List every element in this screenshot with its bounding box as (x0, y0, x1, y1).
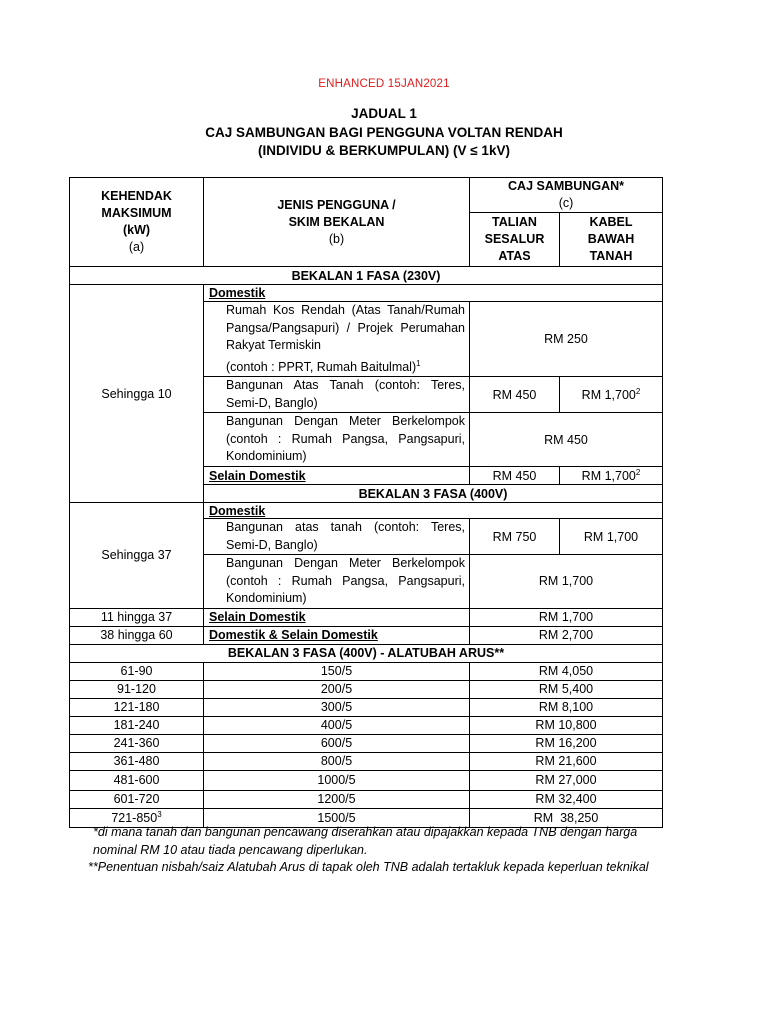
section-2-row-3-kw: 11 hingga 37 (70, 608, 204, 626)
section-1-domestik: Domestik (204, 285, 663, 302)
ct-kw: 91-120 (70, 680, 204, 698)
section-1-row-1-charge: RM 250 (470, 302, 663, 377)
col-a-header (70, 178, 204, 267)
table-row (70, 734, 663, 752)
ct-ratio: 200/5 (204, 680, 470, 698)
table-row (70, 770, 663, 790)
ct-charge: RM 10,800 (470, 716, 663, 734)
table-row (70, 680, 663, 698)
ct-ratio: 1000/5 (204, 770, 470, 790)
ct-charge: RM 5,400 (470, 680, 663, 698)
section-1-title: BEKALAN 1 FASA (230V) (70, 267, 663, 285)
section-1-row-3-charge: RM 450 (470, 413, 663, 467)
section-1-row-2-overhead: RM 450 (470, 377, 560, 413)
charges-table (69, 177, 663, 828)
col-a-line-4: (a) (128, 240, 145, 254)
col-a-line-1: KEHENDAK (101, 189, 172, 203)
ct-kw: 601-720 (70, 790, 204, 808)
footnote-2: **Penentuan nisbah/saiz Alatubah Arus di tapak oleh TNB adalah tertakluk kepada keperluan teknikal (88, 860, 649, 874)
sub-1-line-2: SESALUR (484, 232, 545, 246)
col-a-line-2: MAKSIMUM (101, 206, 172, 220)
section-2-row-4-type: Domestik & Selain Domestik (204, 626, 470, 644)
charge-value: RM 1,700 (581, 388, 636, 403)
ct-ratio: 1200/5 (204, 790, 470, 808)
col-a-line-3: (kW) (122, 223, 151, 237)
col-c-line-2: (c) (558, 196, 574, 210)
section-2-row-2-charge: RM 1,700 (470, 555, 663, 609)
sub-2-line-2: BAWAH (587, 232, 635, 246)
title-line-3: (INDIVIDU & BERKUMPULAN) (V ≤ 1kV) (258, 143, 510, 158)
ct-ratio: 400/5 (204, 716, 470, 734)
sub-2-line-1: KABEL (589, 215, 633, 229)
section-2-row-3-type: Selain Domestik (204, 608, 470, 626)
table-row (70, 752, 663, 770)
footnote-marker: 2 (635, 468, 641, 478)
footnote-1-line-2: nominal RM 10 atau tiada pencawang diperlukan. (93, 843, 368, 857)
footnote-1 (93, 823, 693, 859)
ct-charge: RM 38,250 (470, 808, 663, 827)
table-row (70, 662, 663, 680)
section-2-row-4-kw: 38 hingga 60 (70, 626, 204, 644)
ct-kw: 181-240 (70, 716, 204, 734)
ct-ratio: 800/5 (204, 752, 470, 770)
col-b-header (204, 178, 470, 267)
ct-charge: RM 8,100 (470, 698, 663, 716)
charge-value: RM 1,700 (581, 469, 636, 484)
title-line-2: CAJ SAMBUNGAN BAGI PENGGUNA VOLTAN RENDAH (205, 124, 563, 140)
ct-ratio: 150/5 (204, 662, 470, 680)
section-1-selain-underground (560, 467, 663, 485)
section-2-row-1-desc: Bangunan atas tanah (contoh: Teres, Semi-D, Banglo) (204, 519, 470, 555)
ct-charge: RM 27,000 (470, 770, 663, 790)
ct-ratio: 600/5 (204, 734, 470, 752)
section-2-kw: Sehingga 37 (70, 503, 204, 609)
sub-2-line-3: TANAH (589, 249, 633, 263)
section-1-row-2-underground (560, 377, 663, 413)
ct-charge: RM 16,200 (470, 734, 663, 752)
section-1-row-3-desc: Bangunan Dengan Meter Berkelompok (contoh : Rumah Pangsa, Pangsapuri, Kondominium) (204, 413, 470, 467)
overhead-line-header (470, 213, 560, 267)
section-1-selain: Selain Domestik (204, 467, 470, 485)
section-2-title: BEKALAN 3 FASA (400V) (204, 485, 663, 503)
section-3-title: BEKALAN 3 FASA (400V) - ALATUBAH ARUS** (70, 644, 663, 662)
document-title (0, 105, 768, 161)
table-row (70, 716, 663, 734)
ct-kw-value: 721-850 (111, 811, 158, 826)
section-1-kw: Sehingga 10 (70, 285, 204, 503)
ct-ratio: 1500/5 (204, 808, 470, 827)
title-line-1: JADUAL 1 (351, 106, 417, 121)
section-2-domestik: Domestik (204, 503, 663, 519)
ct-charge: RM 21,600 (470, 752, 663, 770)
ct-kw: 361-480 (70, 752, 204, 770)
section-2-row-1-underground: RM 1,700 (560, 519, 663, 555)
col-b-line-2: SKIM BEKALAN (288, 214, 385, 229)
row-1-desc-text: Rumah Kos Rendah (Atas Tanah/Rumah Pangsa/Pangsapuri) / Projek Perumahan Rakyat Termiskin (226, 303, 465, 352)
section-1-row-2-desc: Bangunan Atas Tanah (contoh: Teres, Semi-D, Banglo) (204, 377, 470, 413)
ct-charge: RM 32,400 (470, 790, 663, 808)
ct-kw: 61-90 (70, 662, 204, 680)
enhanced-note: ENHANCED 15JAN2021 (318, 78, 450, 90)
section-1-row-1-desc (204, 302, 470, 377)
ct-ratio: 300/5 (204, 698, 470, 716)
section-2-row-3-charge: RM 1,700 (470, 608, 663, 626)
footnote-marker: 1 (416, 358, 421, 368)
col-c-line-1: CAJ SAMBUNGAN* (508, 179, 624, 193)
col-b-line-1: JENIS PENGGUNA / (277, 197, 396, 212)
col-b-line-3: (b) (328, 231, 345, 246)
table-row (70, 790, 663, 808)
row-1-desc-example: (contoh : PPRT, Rumah Baitulmal) (226, 359, 417, 374)
section-2-row-4-charge: RM 2,700 (470, 626, 663, 644)
underground-cable-header (560, 213, 663, 267)
section-2-row-2-desc: Bangunan Dengan Meter Berkelompok (contoh : Rumah Pangsa, Pangsapuri, Kondominium) (204, 555, 470, 609)
ct-kw: 121-180 (70, 698, 204, 716)
footnote-marker: 2 (635, 387, 641, 397)
col-c-header (470, 178, 663, 213)
ct-charge: RM 4,050 (470, 662, 663, 680)
table-row (70, 698, 663, 716)
footnote-marker: 3 (157, 810, 162, 820)
ct-kw: 481-600 (70, 770, 204, 790)
section-1-selain-overhead: RM 450 (470, 467, 560, 485)
sub-1-line-1: TALIAN (492, 215, 537, 229)
footnote-1-line-1: *di mana tanah dan bangunan pencawang diserahkan atau dipajakkan kepada TNB dengan harga (93, 825, 638, 839)
sub-1-line-3: ATAS (498, 249, 531, 263)
ct-kw: 241-360 (70, 734, 204, 752)
section-2-row-1-overhead: RM 750 (470, 519, 560, 555)
